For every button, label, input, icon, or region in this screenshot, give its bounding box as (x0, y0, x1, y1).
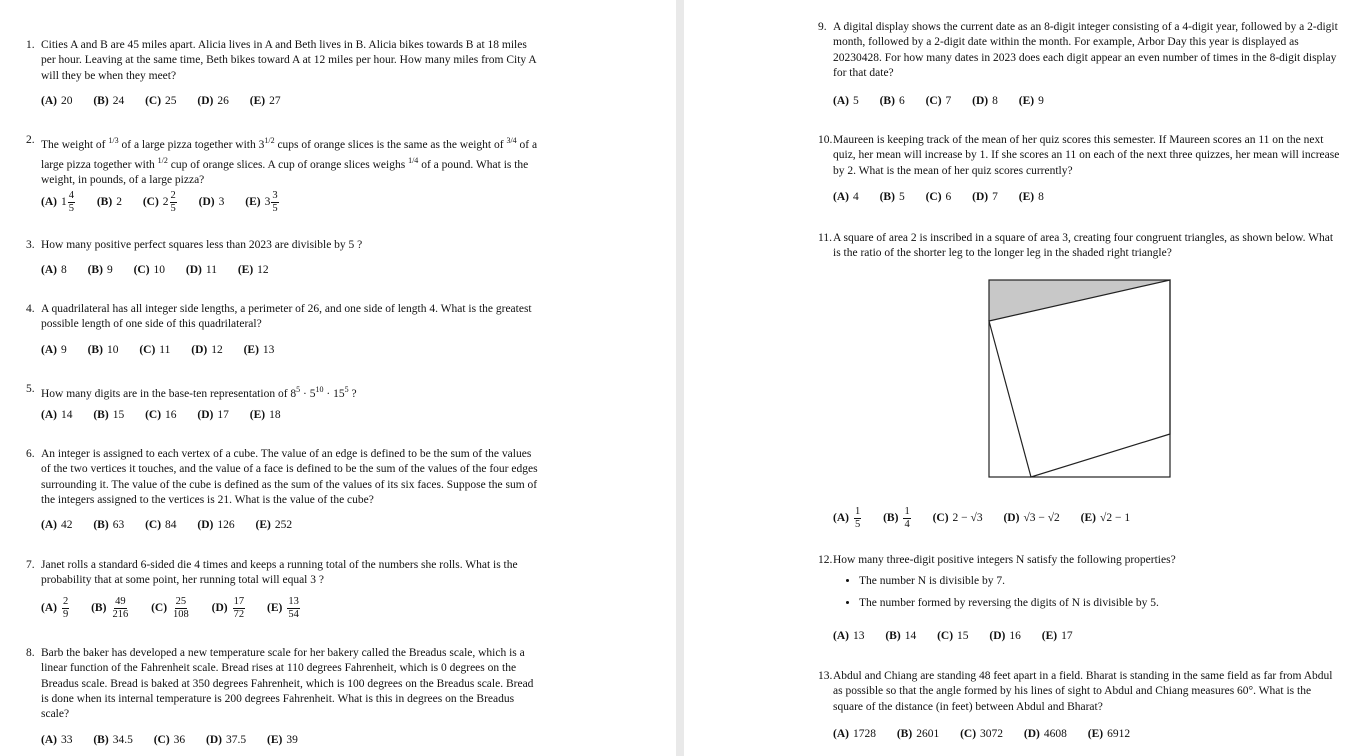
answer-choices-4 (41, 344, 292, 356)
problem-number: 3. (26, 239, 35, 251)
problem-statement: The weight of $^{1/3}$ of a large pizza together with $3^{1/2}$ cups of orange slices is the same as the weight of $^{3/4}$ of a large pizza together with $^{1/2}$ cup of orange slices. A cup of orange slices weighs $^{1/4}$ of a pound. What is the weight, in pounds, of a large pizza? (41, 136, 538, 187)
problem-statement: Barb the baker has developed a new temperature scale for her bakery called the Breadus scale, which is a linear function of the Fahrenheit scale. Bread rises at 110 degrees Fahrenheit, which is 0 degrees on the Breadus scale. Bread is baked at 350 degrees Fahrenheit, which is 100 degrees on the Breadus scale. Bread is done when its internal temperature is 200 degrees Fahrenheit. What is this in degrees on the Breadus scale? (41, 647, 534, 721)
property-list (833, 574, 1341, 611)
answer-choices-12 (833, 630, 1091, 642)
choice-e[interactable]: (E) 252 (255, 519, 293, 531)
choice-d[interactable]: (D) 8 (972, 95, 998, 107)
problem-statement: How many three-digit positive integers N satisfy the following properties? (833, 554, 1176, 566)
choice-e[interactable]: (E) 12 (237, 264, 269, 276)
choice-c[interactable]: (C) 36 (153, 734, 186, 746)
answer-choices-3 (41, 264, 287, 276)
choice-c[interactable]: (C) 10 (133, 264, 166, 276)
choice-b[interactable]: (B) $\frac{49}{216}$ (91, 596, 129, 620)
choice-a[interactable]: (A) 14 (41, 409, 73, 421)
choice-e[interactable]: (E) 18 (249, 409, 281, 421)
problem-number: 5. (26, 383, 35, 395)
choice-c[interactable]: (C) 25 (145, 95, 177, 107)
problem-number: 6. (26, 448, 35, 460)
choice-a[interactable]: (A) 1728 (833, 728, 876, 740)
choice-d[interactable]: (D) 37.5 (206, 734, 247, 746)
choice-d[interactable]: (D) 11 (185, 264, 217, 276)
choice-c[interactable]: (C) 3072 (960, 728, 1004, 740)
answer-choices-6 (41, 519, 310, 531)
problem-number: 13. (818, 670, 833, 682)
choice-b[interactable]: (B) 24 (93, 95, 125, 107)
page-gutter (676, 0, 684, 756)
choice-d[interactable]: (D) 126 (197, 519, 235, 531)
choice-b[interactable]: (B) 5 (879, 191, 905, 203)
choice-d[interactable]: (D) 26 (197, 95, 229, 107)
choice-a[interactable]: (A) 5 (833, 95, 859, 107)
choice-b[interactable]: (B) 10 (87, 344, 119, 356)
problem-13 (818, 669, 1341, 715)
right-page (684, 0, 1367, 756)
answer-choices-10 (833, 191, 1062, 203)
choice-e[interactable]: (E) $\frac{13}{54}$ (267, 596, 299, 620)
problem-number: 4. (26, 303, 35, 315)
choice-b[interactable]: (B) 34.5 (93, 734, 133, 746)
choice-d[interactable]: (D) 17 (197, 409, 229, 421)
answer-choices-1 (41, 95, 299, 107)
answer-choices-5 (41, 409, 299, 421)
choice-a[interactable]: (A) $\frac{1}{5}$ (833, 506, 861, 530)
answer-choices-2 (41, 190, 298, 215)
choice-a[interactable]: (A) 1 $\frac{4}{5}$ (41, 190, 74, 214)
problem-number: 10. (818, 134, 833, 146)
problem-4 (26, 302, 538, 333)
problem-number: 9. (818, 21, 827, 33)
problem-statement: Janet rolls a standard 6-sided die 4 times and keeps a running total of the numbers she rolls. What is the probability that at some point, her running total will equal 3 ? (41, 559, 518, 587)
choice-b[interactable]: (B) 2 (96, 196, 122, 209)
choice-b[interactable]: (B) 14 (885, 630, 917, 642)
problem-statement: A quadrilateral has all integer side lengths, a perimeter of 26, and one side of length 4. What is the greatest possible length of one side of this quadrilateral? (41, 303, 532, 331)
inscribed-squares-figure (988, 279, 1188, 479)
left-page (0, 0, 676, 756)
choice-b[interactable]: (B) 2601 (896, 728, 940, 740)
choice-d[interactable]: (D) 16 (989, 630, 1021, 642)
problem-statement: Cities A and B are 45 miles apart. Alicia lives in A and Beth lives in B. Alicia bikes towards B at 18 miles per hour. Leaving at the same time, Beth bikes toward A at 12 miles per hour. How many miles from City A will they be when they meet? (41, 39, 537, 82)
choice-c[interactable]: (C) 7 (925, 95, 952, 107)
choice-d[interactable]: (D) 4608 (1023, 728, 1067, 740)
answer-choices-11 (833, 506, 1148, 531)
problem-statement: A digital display shows the current date as an 8-digit integer consisting of a 4-digit year, followed by a 2-digit month, followed by a 2-digit date within the month. For example, Arbor Day this year is displayed as 20230428. For how many dates in 2023 does each digit appear an even number of times in the 8-digit display for that date? (833, 21, 1338, 79)
problem-10 (818, 133, 1341, 179)
choice-d[interactable]: (D) √3 − √2 (1003, 512, 1060, 525)
choice-b[interactable]: (B) 6 (879, 95, 905, 107)
choice-e[interactable]: (E) √2 − 1 (1080, 512, 1131, 525)
choice-a[interactable]: (A) 9 (41, 344, 67, 356)
choice-e[interactable]: (E) 9 (1018, 95, 1044, 107)
choice-a[interactable]: (A) 33 (41, 734, 73, 746)
choice-a[interactable]: (A) 20 (41, 95, 73, 107)
problem-number: 8. (26, 647, 35, 659)
choice-a[interactable]: (A) $\frac{2}{9}$ (41, 596, 69, 620)
choice-a[interactable]: (A) 8 (41, 264, 67, 276)
problem-8 (26, 646, 538, 722)
choice-e[interactable]: (E) 27 (249, 95, 281, 107)
choice-e[interactable]: (E) 8 (1018, 191, 1044, 203)
choice-e[interactable]: (E) 6912 (1087, 728, 1131, 740)
problem-number: 7. (26, 559, 35, 571)
choice-a[interactable]: (A) 13 (833, 630, 865, 642)
choice-d[interactable]: (D) 12 (191, 344, 223, 356)
problem-3 (26, 238, 538, 253)
answer-choices-8 (41, 734, 316, 746)
choice-c[interactable]: (C) $\frac{25}{108}$ (151, 596, 189, 620)
problem-statement: An integer is assigned to each vertex of a cube. The value of an edge is defined to be the sum of the values of the two vertices it touches, and the value of a face is defined to be the sum of the values of the four edges surrounding it. The value of the cube is defined as the sum of the values of its six faces. Suppose the sum of the integers assigned to the vertices is 21. What is the value of the cube? (41, 448, 538, 506)
choice-c[interactable]: (C) 15 (937, 630, 969, 642)
choice-c[interactable]: (C) 2 $\frac{2}{5}$ (142, 190, 176, 214)
answer-choices-13 (833, 728, 1148, 740)
problem-number: 1. (26, 39, 35, 51)
problem-12 (818, 553, 1341, 617)
choice-e[interactable]: (E) 17 (1041, 630, 1073, 642)
choice-c[interactable]: (C) 2 − √3 (932, 512, 983, 525)
problem-11 (818, 231, 1341, 262)
choice-a[interactable]: (A) 4 (833, 191, 859, 203)
choice-e[interactable]: (E) 3 $\frac{3}{5}$ (245, 190, 278, 214)
choice-c[interactable]: (C) 6 (925, 191, 952, 203)
problem-statement: Abdul and Chiang are standing 48 feet apart in a field. Bharat is standing in the same field as far from Abdul as possible so that the angle formed by his lines of sight to Abdul and Chiang measures 60°. What is the square of the distance (in feet) between Abdul and Bharat? (833, 670, 1333, 713)
problem-number: 11. (818, 232, 832, 244)
choice-d[interactable]: (D) 3 (198, 196, 225, 209)
property-item: • The number N is divisible by 7. (859, 574, 1341, 589)
choice-c[interactable]: (C) 11 (139, 344, 171, 356)
choice-b[interactable]: (B) 63 (93, 519, 125, 531)
choice-c[interactable]: (C) 84 (145, 519, 177, 531)
problem-6 (26, 447, 538, 508)
problem-2 (26, 133, 538, 189)
problem-statement: A square of area 2 is inscribed in a square of area 3, creating four congruent triangles, as shown below. What is the ratio of the shorter leg to the longer leg in the shaded right triangle? (833, 232, 1334, 260)
answer-choices-9 (833, 95, 1062, 107)
choice-d[interactable]: (D) 7 (972, 191, 998, 203)
choice-e[interactable]: (E) 39 (267, 734, 298, 746)
problem-1 (26, 38, 538, 84)
problem-9 (818, 20, 1341, 81)
choice-b[interactable]: (B) $\frac{1}{4}$ (883, 506, 910, 530)
problem-7 (26, 558, 538, 589)
choice-c[interactable]: (C) 16 (145, 409, 177, 421)
choice-d[interactable]: (D) $\frac{17}{72}$ (211, 596, 245, 620)
choice-e[interactable]: (E) 13 (243, 344, 275, 356)
problem-number: 12. (818, 554, 833, 566)
problem-statement: How many positive perfect squares less than 2023 are divisible by 5 ? (41, 239, 363, 251)
problem-statement: Maureen is keeping track of the mean of her quiz scores this semester. If Maureen scores an 11 on the next quiz, her mean will increase by 1. If she scores an 11 on each of the next three quizzes, her mean will increase by 2. What is the mean of her quiz scores currently? (833, 134, 1340, 177)
problem-statement: How many digits are in the base-ten representation of $8^5 \cdot 5^{10} \cdot 15^5$ ? (41, 385, 357, 400)
choice-b[interactable]: (B) 9 (87, 264, 113, 276)
answer-choices-7 (41, 596, 319, 621)
problem-number: 2. (26, 134, 35, 146)
choice-b[interactable]: (B) 15 (93, 409, 125, 421)
choice-a[interactable]: (A) 42 (41, 519, 73, 531)
property-item: • The number formed by reversing the digits of N is divisible by 5. (859, 596, 1341, 611)
problem-5 (26, 382, 538, 402)
